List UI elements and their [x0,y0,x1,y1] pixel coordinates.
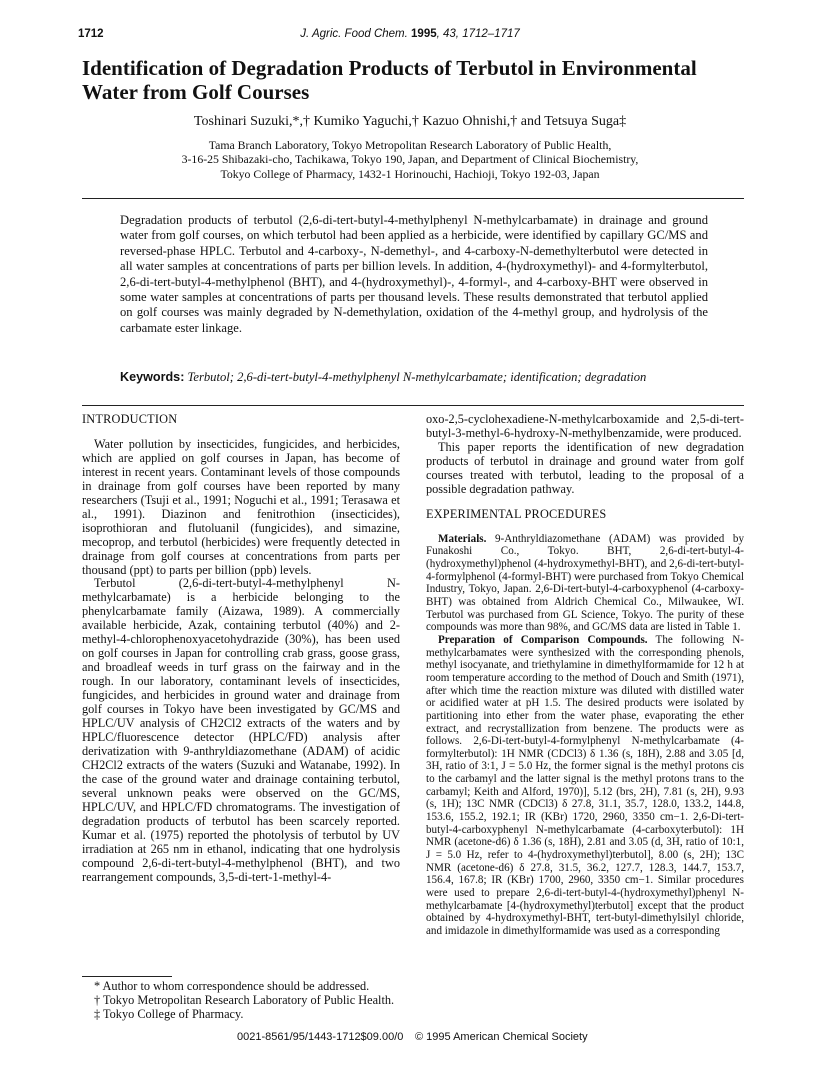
experimental-heading: EXPERIMENTAL PROCEDURES [426,506,607,521]
keywords-text: Terbutol; 2,6-di-tert-butyl-4-methylphenyl N-methylcarbamate; identification; degradation [187,370,647,384]
abstract: Degradation products of terbutol (2,6-di-tert-butyl-4-methylphenyl N-methylcarbamate) in drainage and ground water from golf courses, on which terbutol had been applied as a herbicide, were identified by capillary GC/MS and reversed-phase HPLC. Terbutol and 4-carboxy-, N-demethyl-, and 4-carboxy-N-demethylterbutol were detected in all water samples at concentrations of parts per billion levels. In addition, 4-(hydroxymethyl)- and 4-formylterbutol, 2,6-di-tert-butyl-4-methylphenol (BHT), and 4-(hydroxymethyl)-, 4-formyl-, and 4-carboxy-BHT were observed in some water samples at concentrations of parts per thousand levels. These results demonstrated that terbutol applied on golf courses was mainly degraded by N-demethylation, oxidation of the 4-methyl group, and hydrolysis of the carbamate ester linkage. [120,213,708,335]
article-code: 0021-8561/95/1443-1712$09.00/0 [237,1031,404,1043]
journal-year: 1995 [411,28,437,40]
materials-label: Materials. [438,532,487,545]
abstract-top-rule [82,198,744,199]
intro-paragraph-2: Terbutol (2,6-di-tert-butyl-4-methylphenyl N-methylcarbamate) is a herbicide belonging to the phenylcarbamate family (Aizawa, 1989). A commercially available herbicide, Azak, containing terbutol (40%) and 2-methyl-4-chlorophenoxyacetohydrazide (30%), has been used on golf courses in Japan for controlling crab grass, goose grass, and broadleaf weeds in turf grass on the fairway and in the rough. In our laboratory, contaminant levels of insecticides, fungicides, and herbicides in ground water and drainage from golf courses in Tokyo have been investigated by GC/MS and HPLC/UV analysis of CH2Cl2 extracts of the waters and by HPLC/fluorescence detector (HPLC/FD) analysis after derivatization with 9-anthryldiazomethane (ADAM) of acidic CH2Cl2 extracts of the waters (Suzuki and Watanabe, 1992). In the case of the ground water and drainage containing terbutol, several unknown peaks were observed on the GC/MS, HPLC/UV, and HPLC/FD chromatograms. The investigation of degradation products of terbutol has been scarcely reported. Kumar et al. (1975) reported the photolysis of terbutol by UV irradiation at 265 nm in ethanol, indicating that one hydrolysis compound 2,6-di-tert-butyl-4-methylphenol (BHT), and two rearrangement compounds, 3,5-di-tert-1-methyl-4- [82,576,400,884]
affiliation-line: Tama Branch Laboratory, Tokyo Metropolitan Research Laboratory of Public Health, [208,138,612,152]
materials-text: 9-Anthryldiazomethane (ADAM) was provided by Funakoshi Co., Tokyo. BHT, 2,6-di-tert-butyl-4-(hydroxymethyl)phenol (4-hydroxymethyl-BHT), and 2,6-di-tert-butyl-4-formylphenol (4-formyl-BHT) were purchased from Tokyo Chemical Industry, Tokyo, Japan. 2,6-Di-tert-butyl-4-carboxyphenol (4-carboxy-BHT) was obtained from Aldrich Chemical Co., Milwaukee, WI. Terbutol was purchased from GL Science, Tokyo. The purity of these compounds was more than 98%, and GC/MS data are listed in Table 1. [426,532,744,634]
footnote-affiliation-2: ‡ Tokyo College of Pharmacy. [94,1007,244,1021]
right-column [426,413,744,938]
intro-paragraph-1: Water pollution by insecticides, fungicides, and herbicides, which are applied on golf courses in Japan, has become of interest in recent years. Contaminant levels of those compounds in drainage from golf courses have been reported by many researchers (Tsuji et al., 1991; Noguchi et al., 1991; Terasawa et al., 1991). Diazinon and fenitrothion (insecticides), isoprothioran and flutoluanil (fungicides), and simazine, mecoprop, and terbutol (herbicides) were frequently detected in drainage from golf courses at concentrations from parts per thousand (ppt) to parts per billion (ppb) levels. [82,436,400,577]
preparation-text: The following N-methylcarbamates were synthesized with the corresponding phenols, methyl isocyanate, and triethylamine in dimethylformamide for 12 h at room temperature according to the method of Douch and Smith (1971), after which time the reaction mixture was diluted with distilled water or acidified water at pH 1.5. The desired products were isolated by partitioning into ether from the water phase, evaporating the ether extract, and recrystallization from benzene. The products were as follows. 2,6-Di-tert-butyl-4-formylphenyl N-methylcarbamate (4-formylterbutol): 1H NMR (CDCl3) δ 1.36 (s, 18H), 2.88 and 3.05 [d, 3H, ratio of 3:1, J = 5.0 Hz, the former signal is the methyl protons cis to the carbamyl and the latter signal is the methyl protons trans to the carbamyl; Keith and Alford, 1970)], 5.12 (brs, 2H), 7.81 (s, 2H), 9.93 (s, 1H); 13C NMR (CDCl3) δ 27.8, 31.1, 35.7, 128.0, 133.2, 144.8, 153.6, 155.2, 192.1; IR (KBr) 1720, 2960, 3350 cm−1. 2,6-Di-tert-butyl-4-carboxyphenyl N-methylcarbamate (4-carboxyterbutol): 1H NMR (acetone-d6) δ 1.36 (s, 18H), 2.81 and 3.05 (d, 3H, ratio of 10:1, J = 5.0 Hz, refer to 4-(hydroxymethyl)terbutol], 8.00 (s, 2H); 13C NMR (acetone-d6) δ 27.8, 31.5, 36.2, 127.7, 128.3, 144.7, 153.7, 156.4, 167.8; IR (KBr) 1700, 2960, 3350 cm−1. Similar procedures were used to prepare 2,6-di-tert-butyl-4-(hydroxymethyl)phenyl N-methylcarbamate [4-(hydroxymethyl)terbutol] except that the product obtained by 4-hydroxymethyl-BHT, tert-butyl-dimethylsilyl chloride, and imidazole in dimethylformamide was used as a corresponding [426,633,744,938]
left-column [82,413,400,884]
keywords [120,370,708,386]
page-footer [0,1031,820,1045]
affiliation-line: Tokyo College of Pharmacy, 1432-1 Horinouchi, Hachioji, Tokyo 192-03, Japan [220,166,600,181]
journal-citation [78,28,742,40]
keywords-label: Keywords: [120,370,185,384]
footnotes [82,979,400,1021]
introduction-heading: INTRODUCTION [82,412,178,426]
materials-paragraph [426,533,744,634]
footnote-correspondence: * Author to whom correspondence should be addressed. [94,979,370,993]
journal-volume-pages: , 43, 1712–1717 [436,28,520,40]
article-title: Identification of Degradation Products of Terbutol in Environmental Water from Golf Courses [82,56,697,104]
affiliation-line: 3-16-25 Shibazaki-cho, Tachikawa, Tokyo 190, Japan, and Department of Clinical Biochemistry, [181,152,639,167]
copyright: © 1995 American Chemical Society [415,1031,588,1043]
footnote-affiliation-1: † Tokyo Metropolitan Research Laboratory of Public Health. [94,993,395,1007]
abstract-bottom-rule [82,405,744,406]
author-list: Toshinari Suzuki,*,† Kumiko Yaguchi,† Kazuo Ohnishi,† and Tetsuya Suga‡ [193,114,627,129]
preparation-paragraph [426,634,744,938]
running-header [78,28,742,44]
journal-name: J. Agric. Food Chem. [300,28,408,40]
intro-paragraph-2-continued: oxo-2,5-cyclohexadiene-N-methylcarboxamide and 2,5-di-tert-butyl-3-methyl-6-hydroxy-N-methylbenzamide, were produced. [426,412,744,440]
intro-paragraph-3: This paper reports the identification of new degradation products of terbutol in drainage and ground water from golf courses treated with terbutol, leading to the proposal of a possible degradation pathway. [426,439,744,496]
page-number: 1712 [78,28,104,40]
preparation-label: Preparation of Comparison Compounds. [438,633,648,646]
affiliations [82,138,738,181]
footnote-rule [82,976,172,977]
